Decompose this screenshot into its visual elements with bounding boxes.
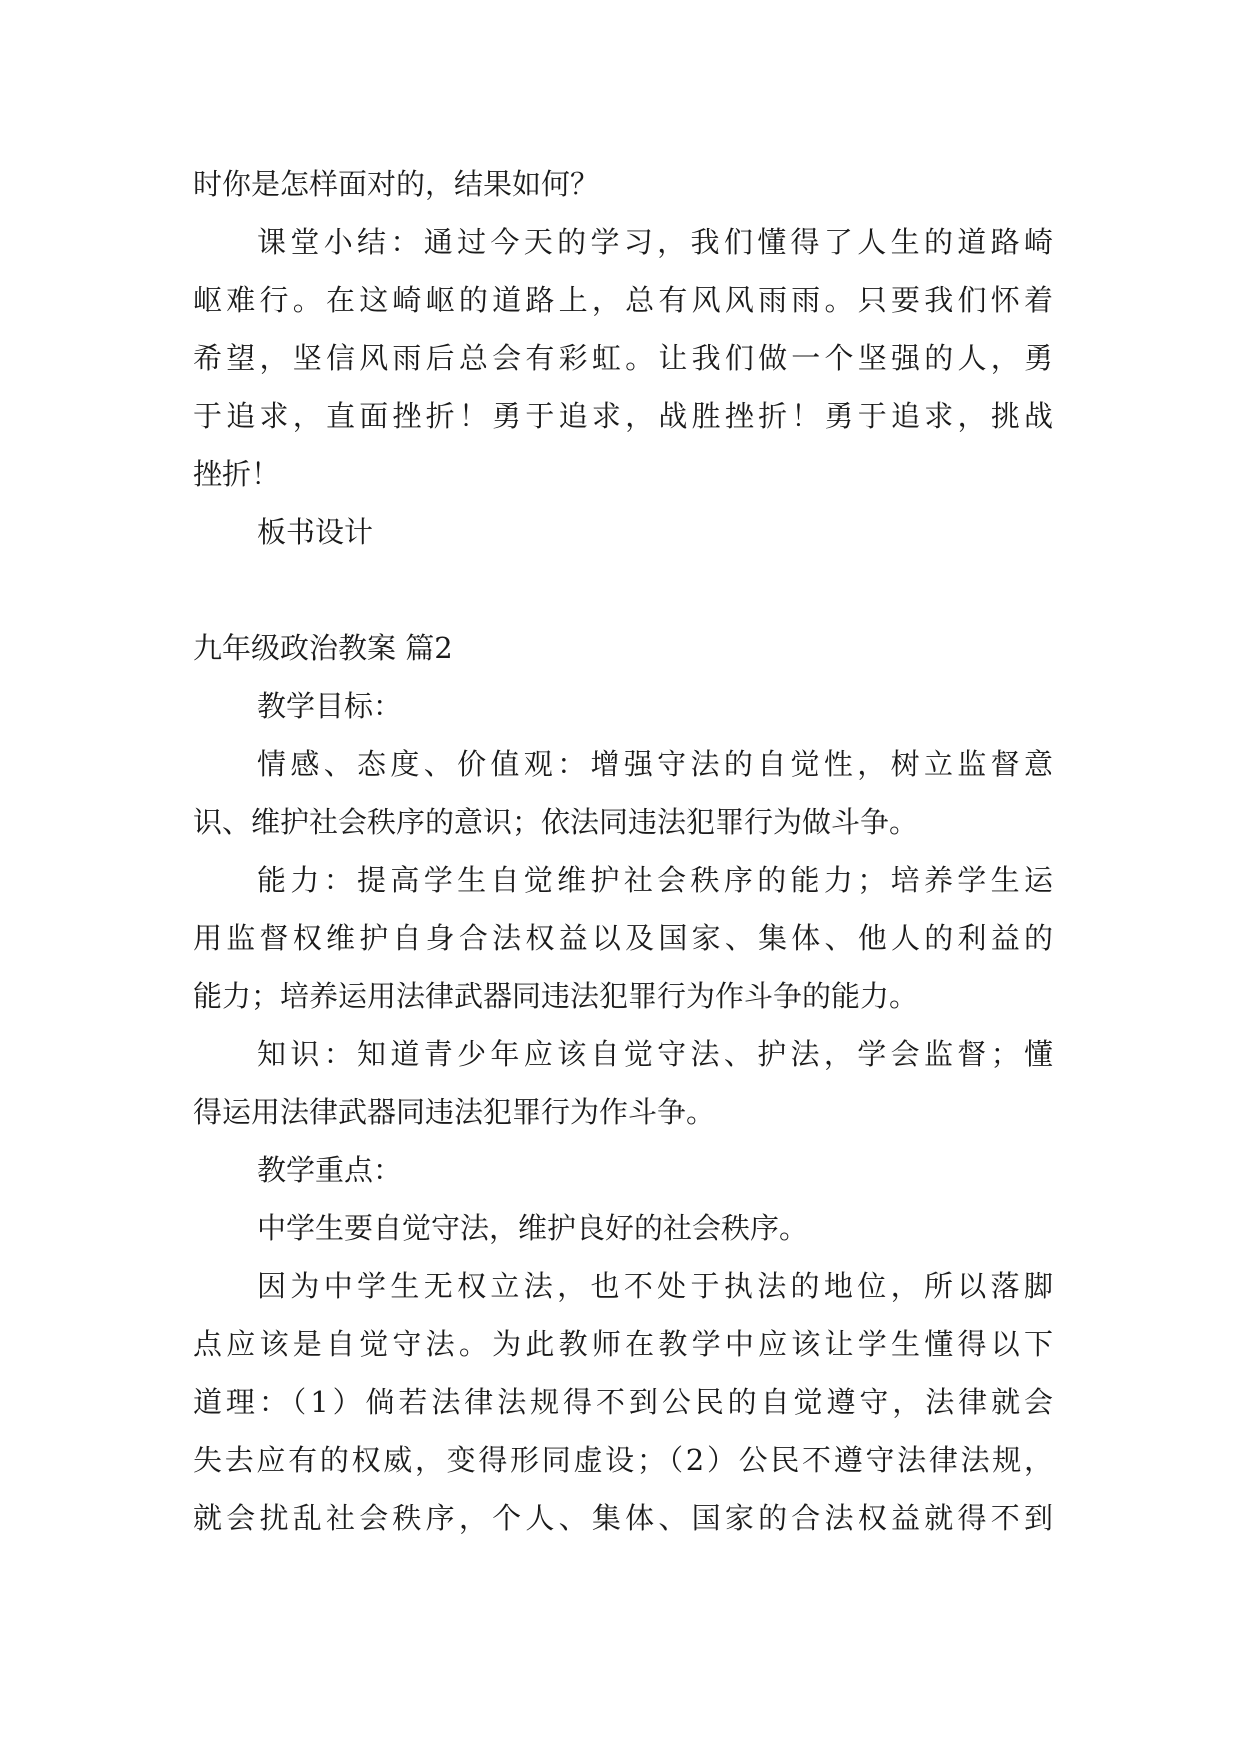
paragraph-line: 知识：知道青少年应该自觉守法、护法，学会监督；懂	[257, 1037, 1053, 1071]
paragraph-line: 能力：提高学生自觉维护社会秩序的能力；培养学生运	[257, 863, 1053, 897]
paragraph-line: 希望，坚信风雨后总会有彩虹。让我们做一个坚强的人，勇	[193, 341, 1053, 375]
paragraph-line: 课堂小结：通过今天的学习，我们懂得了人生的道路崎	[257, 225, 1053, 259]
section-title: 九年级政治教案 篇2	[193, 631, 453, 665]
paragraph-line: 道理：（1）倘若法律法规得不到公民的自觉遵守，法律就会	[193, 1385, 1053, 1419]
paragraph-line: 就会扰乱社会秩序，个人、集体、国家的合法权益就得不到	[193, 1501, 1053, 1535]
paragraph-line: 于追求，直面挫折！勇于追求，战胜挫折！勇于追求，挑战	[193, 399, 1053, 433]
paragraph-line: 用监督权维护自身合法权益以及国家、集体、他人的利益的	[193, 921, 1053, 955]
paragraph-line: 情感、态度、价值观：增强守法的自觉性，树立监督意	[257, 747, 1053, 781]
paragraph-line: 岖难行。在这崎岖的道路上，总有风风雨雨。只要我们怀着	[193, 283, 1053, 317]
paragraph-line: 能力；培养运用法律武器同违法犯罪行为作斗争的能力。	[193, 979, 919, 1013]
paragraph-line: 失去应有的权威，变得形同虚设；（2）公民不遵守法律法规，	[193, 1443, 1053, 1477]
paragraph-line: 教学重点：	[257, 1153, 403, 1187]
paragraph-line: 点应该是自觉守法。为此教师在教学中应该让学生懂得以下	[193, 1327, 1053, 1361]
paragraph-line: 得运用法律武器同违法犯罪行为作斗争。	[193, 1095, 716, 1129]
paragraph-line: 识、维护社会秩序的意识；依法同违法犯罪行为做斗争。	[193, 805, 919, 839]
paragraph-line: 中学生要自觉守法，维护良好的社会秩序。	[257, 1211, 809, 1245]
paragraph-line: 时你是怎样面对的，结果如何？	[193, 167, 600, 201]
paragraph-line: 因为中学生无权立法，也不处于执法的地位，所以落脚	[257, 1269, 1053, 1303]
paragraph-line: 教学目标：	[257, 689, 403, 723]
paragraph-line: 板书设计	[257, 515, 374, 549]
paragraph-line: 挫折！	[193, 457, 281, 491]
